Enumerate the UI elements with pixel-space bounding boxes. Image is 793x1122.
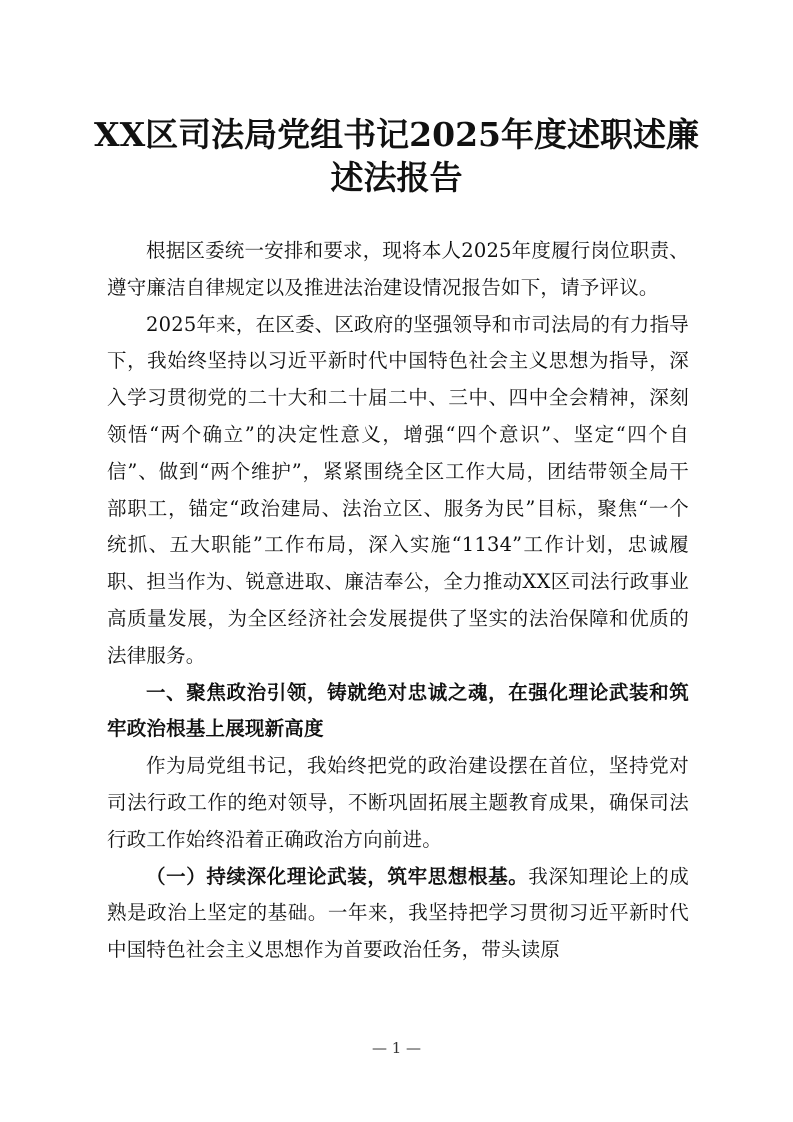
document-body <box>107 233 689 969</box>
page-number: — 1 — <box>371 1039 422 1057</box>
paragraph-subsection-1 <box>107 859 689 969</box>
document-title-line-1: XX区司法局党组书记2025年度述职述廉 <box>93 115 700 154</box>
subsection-1-text: 我深知理论上的成熟是政治上坚定的基础。一年来，我坚持把学习贯彻习近平新时代中国特色社会主义思想作为首要政治任务，带头读原 <box>107 864 689 962</box>
section-heading-1: 一、聚焦政治引领，铸就绝对忠诚之魂，在强化理论武装和筑牢政治根基上展现新高度 <box>107 680 689 741</box>
paragraph-section-1-intro: 作为局党组书记，我始终把党的政治建设摆在首位，坚持党对司法行政工作的绝对领导，不断巩固拓展主题教育成果，确保司法行政工作始终沿着正确政治方向前进。 <box>107 754 689 851</box>
paragraph-overview: 2025年来，在区委、区政府的坚强领导和市司法局的有力指导下，我始终坚持以习近平新时代中国特色社会主义思想为指导，深入学习贯彻党的二十大和二十届二中、三中、四中全会精神，深刻领悟“两个确立”的决定性意义，增强“四个意识”、坚定“四个自信”、做到“两个维护”，紧紧围绕全区工作大局，团结带领全局干部职工，锚定“政治建局、法治立区、服务为民”目标，聚焦“一个统抓、五大职能”工作布局，深入实施“1134”工作计划，忠诚履职、担当作为、锐意进取、廉洁奉公，全力推动XX区司法行政事业高质量发展，为全区经济社会发展提供了坚实的法治保障和优质的法律服务。 <box>107 312 689 667</box>
document-title-line-2: 述法报告 <box>330 158 463 197</box>
subsection-1-lead: （一）持续深化理论武装，筑牢思想根基。 <box>146 864 529 888</box>
paragraph-intro: 根据区委统一安排和要求，现将本人2025年度履行岗位职责、遵守廉洁自律规定以及推进法治建设情况报告如下，请予评议。 <box>107 239 689 299</box>
